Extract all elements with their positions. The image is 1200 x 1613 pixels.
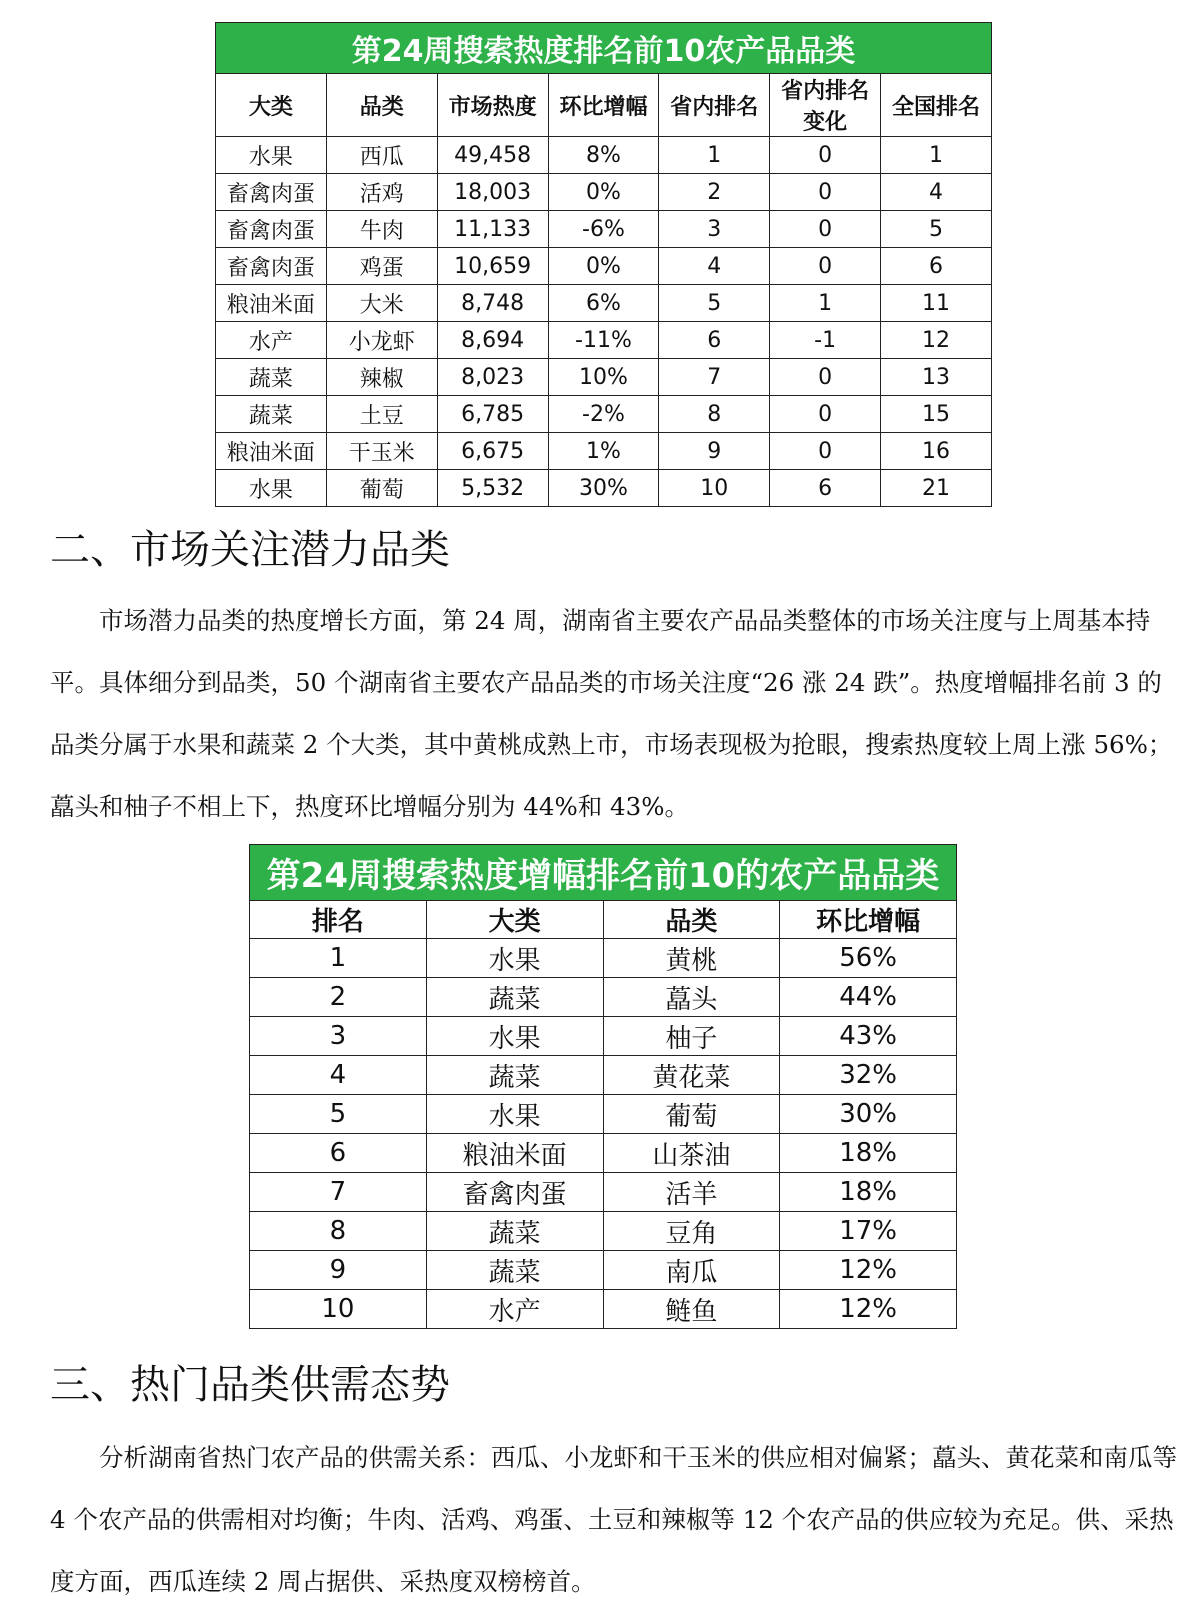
table-row [216, 248, 992, 285]
table-cell: 柚子 [603, 1017, 780, 1056]
table-cell: 干玉米 [326, 433, 437, 470]
table-cell: 9 [250, 1251, 427, 1290]
table-cell: 8,748 [437, 285, 548, 322]
table-cell: 水产 [216, 322, 327, 359]
table-cell: 水果 [216, 137, 327, 174]
table-title: 第24周搜索热度排名前10农产品品类 [216, 23, 992, 74]
table-row [250, 939, 957, 978]
table-cell: 辣椒 [326, 359, 437, 396]
table-row [216, 137, 992, 174]
table-cell: 6,675 [437, 433, 548, 470]
table-cell: 1% [548, 433, 659, 470]
table-body [216, 137, 992, 507]
table-cell: 5 [881, 211, 992, 248]
column-header: 全国排名 [881, 74, 992, 137]
table-cell: 0 [770, 174, 881, 211]
column-header: 排名 [250, 901, 427, 939]
table-cell: 8 [250, 1212, 427, 1251]
section-paragraph: 分析湖南省热门农产品的供需关系：西瓜、小龙虾和干玉米的供应相对偏紧；藠头、黄花菜和南瓜等 4 个农产品的供需相对均衡；牛肉、活鸡、鸡蛋、土豆和辣椒等 12 个农产品的供应较为充足。供、采热度方面，西瓜连续 2 周占据供、采热度双榜榜首。 [50, 1443, 1177, 1596]
table-cell: 16 [881, 433, 992, 470]
table-cell: 水果 [426, 939, 603, 978]
table-cell: 10 [659, 470, 770, 507]
table-cell: 49,458 [437, 137, 548, 174]
table-title: 第24周搜索热度增幅排名前10的农产品品类 [250, 845, 957, 901]
table-cell: 0 [770, 211, 881, 248]
table-cell: 蔬菜 [426, 978, 603, 1017]
table-cell: 鸡蛋 [326, 248, 437, 285]
table-cell: 水果 [426, 1095, 603, 1134]
column-header: 省内排名变化 [770, 74, 881, 137]
table-cell: 6 [250, 1134, 427, 1173]
table-cell: 10 [250, 1290, 427, 1329]
top10-growth-table [249, 844, 957, 1329]
column-header: 大类 [216, 74, 327, 137]
table-cell: -2% [548, 396, 659, 433]
table-cell: 15 [881, 396, 992, 433]
table-cell: 12% [780, 1290, 957, 1329]
table-cell: 17% [780, 1212, 957, 1251]
table-cell: 0 [770, 137, 881, 174]
table-cell: 0 [770, 396, 881, 433]
table-row [250, 1134, 957, 1173]
table-cell: 山茶油 [603, 1134, 780, 1173]
table-row [250, 1251, 957, 1290]
table-cell: 水果 [426, 1017, 603, 1056]
column-header: 品类 [603, 901, 780, 939]
table-cell: 蔬菜 [426, 1251, 603, 1290]
table-cell: 0% [548, 174, 659, 211]
table-cell: 葡萄 [603, 1095, 780, 1134]
table-cell: 黄桃 [603, 939, 780, 978]
table-cell: 0 [770, 433, 881, 470]
table-cell: 土豆 [326, 396, 437, 433]
table-cell: 6% [548, 285, 659, 322]
table-cell: 10,659 [437, 248, 548, 285]
table-row [216, 433, 992, 470]
table-cell: 南瓜 [603, 1251, 780, 1290]
table-cell: 44% [780, 978, 957, 1017]
table-cell: 西瓜 [326, 137, 437, 174]
table-row [216, 470, 992, 507]
table-cell: 粮油米面 [426, 1134, 603, 1173]
table-cell: 1 [250, 939, 427, 978]
table-cell: 3 [659, 211, 770, 248]
table-cell: 8 [659, 396, 770, 433]
table-cell: 13 [881, 359, 992, 396]
table-cell: 7 [250, 1173, 427, 1212]
table-row [216, 211, 992, 248]
table-cell: 5 [250, 1095, 427, 1134]
table-cell: 粮油米面 [216, 285, 327, 322]
section-heading: 二、市场关注潜力品类 [50, 527, 450, 573]
column-header: 品类 [326, 74, 437, 137]
table-cell: 3 [250, 1017, 427, 1056]
column-header: 环比增幅 [548, 74, 659, 137]
table-row [216, 396, 992, 433]
column-header: 大类 [426, 901, 603, 939]
section-heading: 三、热门品类供需态势 [50, 1362, 450, 1408]
table-cell: 藠头 [603, 978, 780, 1017]
table-cell: 2 [659, 174, 770, 211]
column-header: 省内排名 [659, 74, 770, 137]
table-cell: 0% [548, 248, 659, 285]
table-cell: 11 [881, 285, 992, 322]
table-cell: 粮油米面 [216, 433, 327, 470]
table-cell: 1 [881, 137, 992, 174]
table-cell: 9 [659, 433, 770, 470]
table-body [250, 939, 957, 1329]
table-cell: 豆角 [603, 1212, 780, 1251]
table-cell: 水产 [426, 1290, 603, 1329]
table-cell: 8,694 [437, 322, 548, 359]
table-cell: 4 [250, 1056, 427, 1095]
table-cell: 11,133 [437, 211, 548, 248]
table-cell: 1 [659, 137, 770, 174]
table-cell: 18% [780, 1134, 957, 1173]
table-cell: 6 [770, 470, 881, 507]
table-cell: 畜禽肉蛋 [426, 1173, 603, 1212]
table-row [216, 174, 992, 211]
table-row [250, 978, 957, 1017]
table-header-row [250, 901, 957, 939]
table-row [250, 1017, 957, 1056]
table-cell: 5 [659, 285, 770, 322]
table-cell: 畜禽肉蛋 [216, 174, 327, 211]
table-cell: 4 [881, 174, 992, 211]
table-row [216, 322, 992, 359]
table-cell: 小龙虾 [326, 322, 437, 359]
table-cell: 0 [770, 248, 881, 285]
table-cell: 18% [780, 1173, 957, 1212]
table-cell: 6 [659, 322, 770, 359]
table-cell: 43% [780, 1017, 957, 1056]
table-row [250, 1290, 957, 1329]
table-cell: 8% [548, 137, 659, 174]
table-header-row [216, 74, 992, 137]
table-cell: 牛肉 [326, 211, 437, 248]
table-cell: 4 [659, 248, 770, 285]
table-cell: 蔬菜 [216, 396, 327, 433]
table-cell: -1 [770, 322, 881, 359]
table-cell: 30% [780, 1095, 957, 1134]
table-cell: 鲢鱼 [603, 1290, 780, 1329]
column-header: 环比增幅 [780, 901, 957, 939]
table-cell: 30% [548, 470, 659, 507]
table-cell: 32% [780, 1056, 957, 1095]
table-cell: -6% [548, 211, 659, 248]
table-cell: 蔬菜 [426, 1056, 603, 1095]
table-cell: 蔬菜 [426, 1212, 603, 1251]
table-row [250, 1173, 957, 1212]
column-header: 市场热度 [437, 74, 548, 137]
table-cell: 6 [881, 248, 992, 285]
table-cell: 0 [770, 359, 881, 396]
table-row [216, 359, 992, 396]
table-row [250, 1056, 957, 1095]
table-row [250, 1212, 957, 1251]
table-cell: 21 [881, 470, 992, 507]
table-cell: 活羊 [603, 1173, 780, 1212]
table-cell: 12 [881, 322, 992, 359]
table-cell: 18,003 [437, 174, 548, 211]
table-cell: 12% [780, 1251, 957, 1290]
table-cell: 2 [250, 978, 427, 1017]
table-cell: 畜禽肉蛋 [216, 248, 327, 285]
table-cell: 7 [659, 359, 770, 396]
table-cell: 水果 [216, 470, 327, 507]
section-paragraph: 市场潜力品类的热度增长方面，第 24 周，湖南省主要农产品品类整体的市场关注度与上周基本持平。具体细分到品类，50 个湖南省主要农产品品类的市场关注度“26 涨 24 跌”。热度增幅排名前 3 的品类分属于水果和蔬菜 2 个大类，其中黄桃成熟上市，市场表现极为抢眼，搜索热度较上周上涨 56%；藠头和柚子不相上下，热度环比增幅分别为 44%和 43%。 [50, 606, 1173, 821]
table-cell: 5,532 [437, 470, 548, 507]
table-cell: 黄花菜 [603, 1056, 780, 1095]
table-cell: -11% [548, 322, 659, 359]
table-row [216, 285, 992, 322]
table-cell: 大米 [326, 285, 437, 322]
table-cell: 10% [548, 359, 659, 396]
table-cell: 8,023 [437, 359, 548, 396]
table-cell: 56% [780, 939, 957, 978]
table-cell: 活鸡 [326, 174, 437, 211]
table-cell: 1 [770, 285, 881, 322]
table-cell: 蔬菜 [216, 359, 327, 396]
table-row [250, 1095, 957, 1134]
top10-heat-table [215, 22, 992, 507]
table-cell: 葡萄 [326, 470, 437, 507]
table-cell: 6,785 [437, 396, 548, 433]
table-cell: 畜禽肉蛋 [216, 211, 327, 248]
